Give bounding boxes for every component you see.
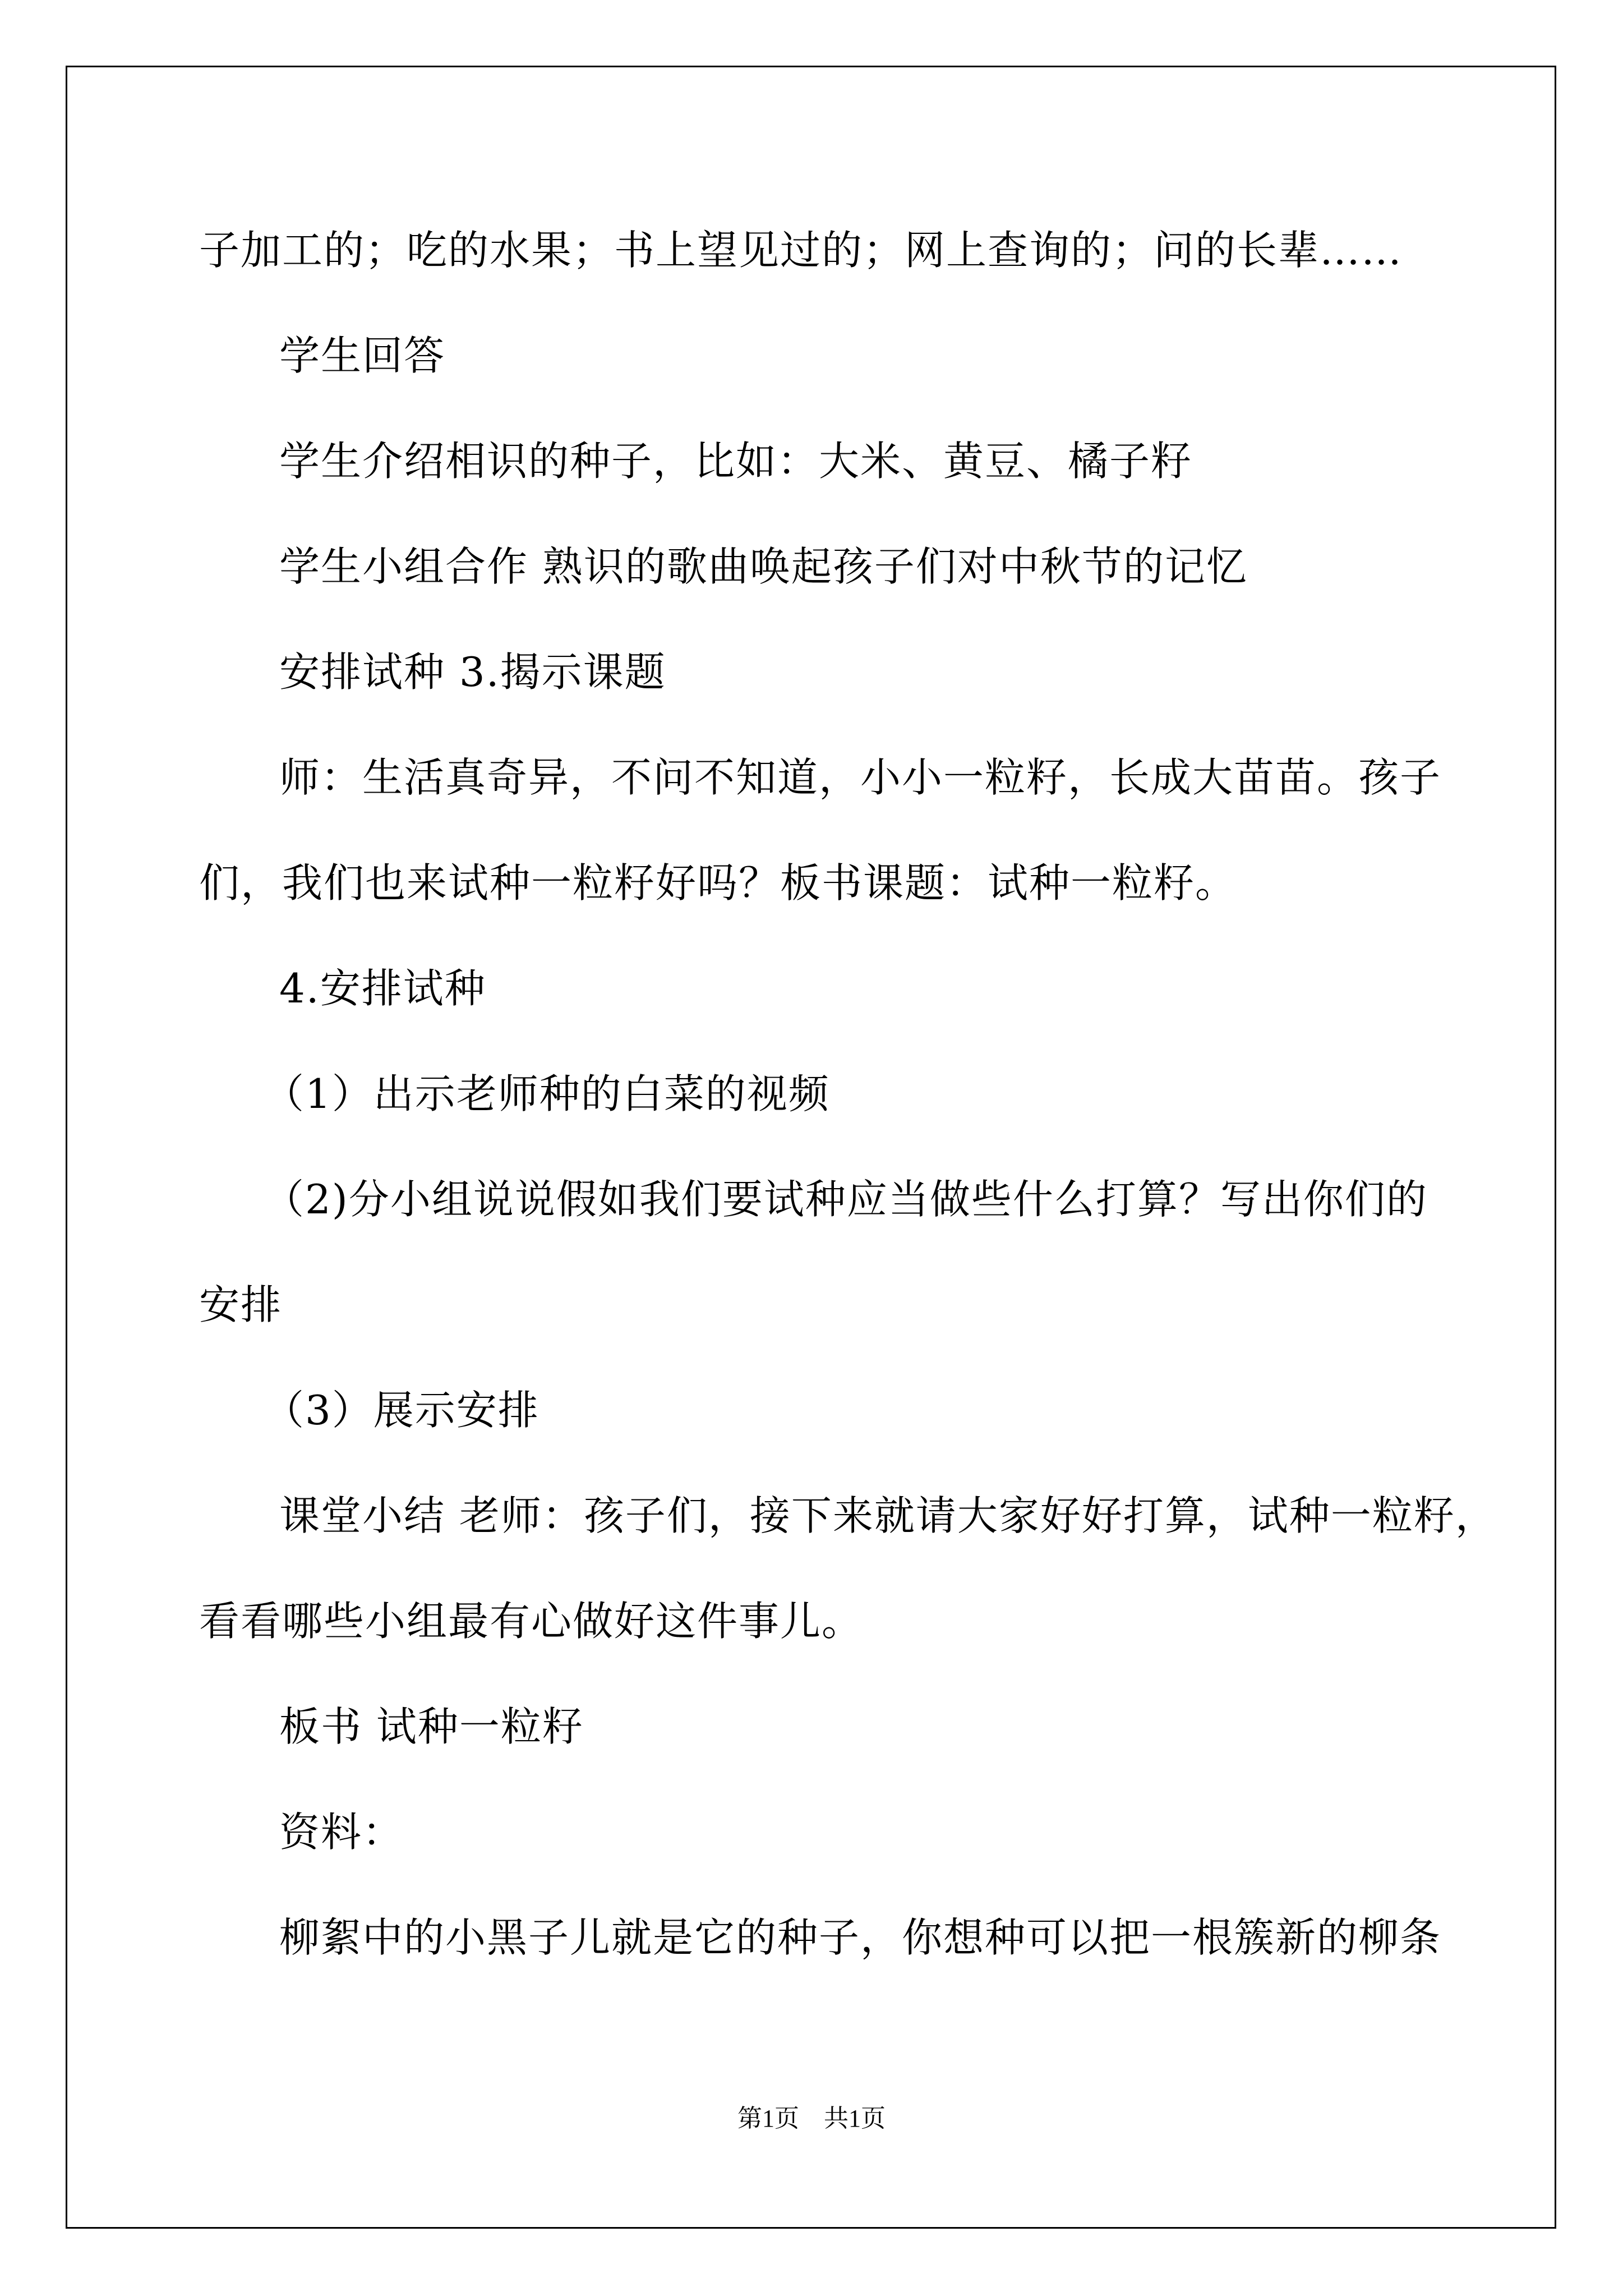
page-border bbox=[66, 66, 1556, 2229]
paragraph-line-9: （1）出示老师种的白菜的视频 bbox=[264, 1070, 830, 1117]
page-footer: 第1页 共1页 bbox=[737, 2105, 886, 2132]
paragraph-line-15: 板书 试种一粒籽 bbox=[279, 1703, 584, 1750]
paragraph-line-16: 资料： bbox=[279, 1809, 404, 1856]
paragraph-line-11: 安排 bbox=[199, 1281, 283, 1328]
paragraph-line-4: 学生小组合作 熟识的歌曲唤起孩子们对中秋节的记忆 bbox=[279, 543, 1248, 590]
paragraph-line-14: 看看哪些小组最有心做好这件事儿。 bbox=[199, 1598, 864, 1645]
paragraph-line-12: （3）展示安排 bbox=[264, 1387, 540, 1434]
paragraph-line-3: 学生介绍相识的种子，比如：大米、黄豆、橘子籽 bbox=[279, 438, 1193, 485]
paragraph-line-7: 们，我们也来试种一粒籽好吗？板书课题：试种一粒籽。 bbox=[199, 859, 1237, 907]
paragraph-line-13: 课堂小结 老师：孩子们，接下来就请大家好好打算，试种一粒籽， bbox=[279, 1492, 1497, 1539]
paragraph-line-17: 柳絮中的小黑子儿就是它的种子，你想种可以把一根簇新的柳条 bbox=[279, 1914, 1442, 1961]
paragraph-line-10: （2)分小组说说假如我们要试种应当做些什么打算？写出你们的 bbox=[264, 1176, 1428, 1223]
paragraph-line-5: 安排试种 3.揭示课题 bbox=[279, 648, 666, 696]
paragraph-line-1: 子加工的；吃的水果；书上望见过的；网上查询的；问的长辈…… bbox=[199, 227, 1403, 274]
paragraph-line-2: 学生回答 bbox=[279, 332, 446, 379]
paragraph-line-6: 师：生活真奇异，不问不知道，小小一粒籽，长成大苗苗。孩子 bbox=[279, 754, 1442, 801]
paragraph-line-8: 4.安排试种 bbox=[279, 965, 486, 1012]
